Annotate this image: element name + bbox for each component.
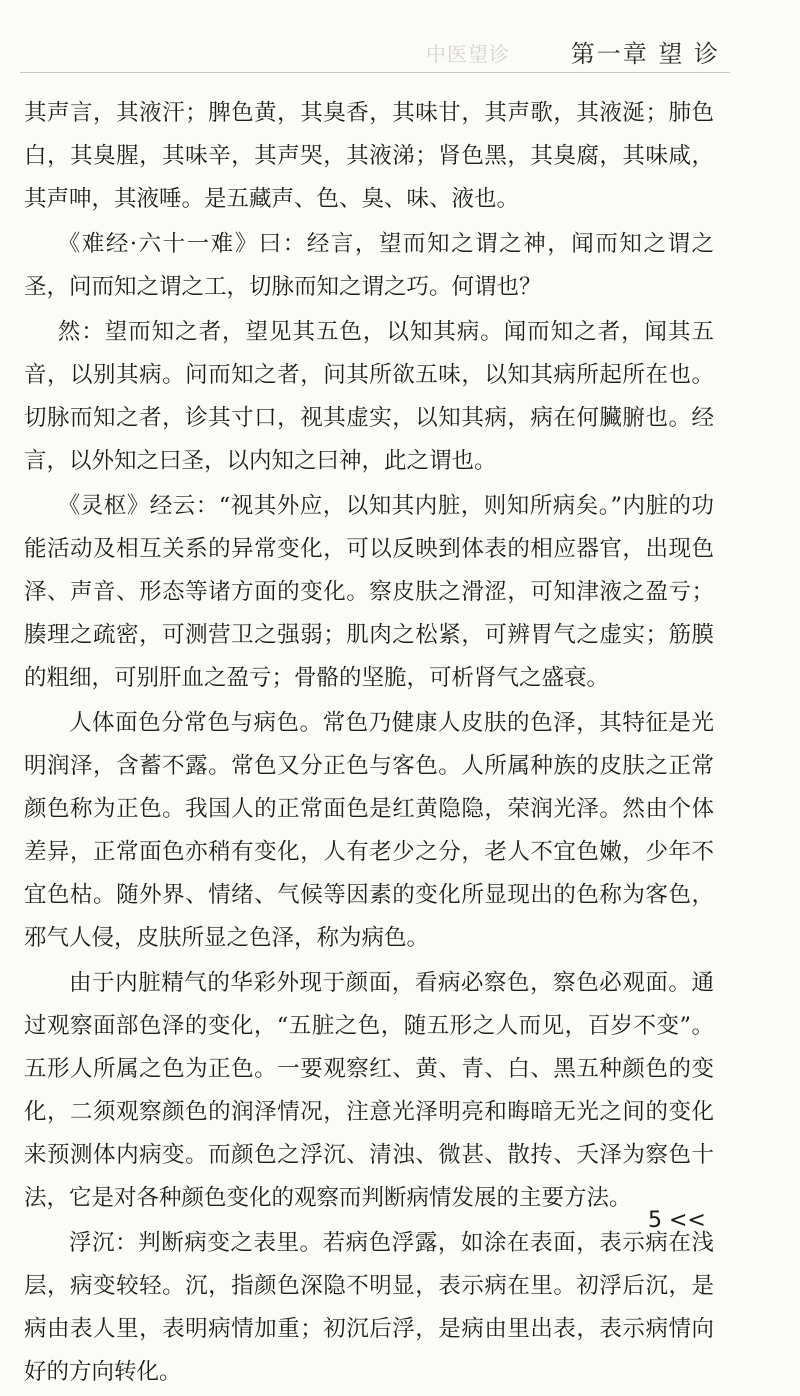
paragraph-nanjing-quote: 《难经·六十一难》曰：经言，望而知之谓之神，闻而知之谓之圣，问而知之谓之工，切脉而知之谓之巧。何谓也？ — [24, 231, 714, 300]
paragraph-fu-chen: 浮沉：判断病变之表里。若病色浮露，如涂在表面，表示病在浅层，病变较轻。沉，指颜色深隐不明显，表示病在里。初浮后沉，是病由表人里，表明病情加重；初沉后浮，是病由里出表，表示病情向好的方向转化。 — [24, 1230, 714, 1385]
page-header — [0, 32, 800, 88]
header-divider — [20, 72, 730, 73]
paragraph-color-observation: 由于内脏精气的华彩外现于颜面，看病必察色，察色必观面。通过观察面部色泽的变化，“五脏之色，随五形之人而见，百岁不变”。五形人所属之色为正色。一要观察红、黄、青、白、黑五种颜色的变化，二须观察颜色的润泽情况，注意光泽明亮和晦暗无光之间的变化来预测体内病变。而颜色之浮沉、清浊、微甚、散抟、夭泽为察色十法，它是对各种颜色变化的观察而判断病情发展的主要方法。 — [24, 970, 714, 1211]
body-text — [24, 92, 714, 1396]
paragraph-nanjing-answer: 然：望而知之者，望见其五色，以知其病。闻而知之者，闻其五音，以别其病。问而知之者，问其所欲五味，以知其病所起所在也。切脉而知之者，诊其寸口，视其虚实，以知其病，病在何臟腑也。经言，以外知之曰圣，以内知之曰神，此之谓也。 — [24, 319, 714, 474]
paragraph-face-color: 人体面色分常色与病色。常色乃健康人皮肤的色泽，其特征是光明润泽，含蓄不露。常色又分正色与客色。人所属种族的皮肤之正常颜色称为正色。我国人的正常面色是红黄隐隐，荣润光泽。然由个体差异，正常面色亦稍有变化，人有老少之分，老人不宜色嫩，少年不宜色枯。随外界、情绪、气候等因素的变化所显现出的色称为客色，邪气人侵，皮肤所显之色泽，称为病色。 — [24, 710, 714, 951]
chapter-title: 第一章 望 诊 — [570, 40, 720, 68]
page-number: 5 << — [648, 1208, 706, 1233]
series-title-faded: 中医望诊 — [426, 42, 510, 66]
paragraph-lingshu-quote: 《灵枢》经云：“视其外应，以知其内脏，则知所病矣。”内脏的功能活动及相互关系的异常变化，可以反映到体表的相应器官，出现色泽、声音、形态等诸方面的变化。察皮肤之滑涩，可知津液之盈亏；腠理之疏密，可测营卫之强弱；肌肉之松紧，可辨胃气之虚实；筋膜的粗细，可别肝血之盈亏；骨骼的坚脆，可析肾气之盛衰。 — [24, 493, 714, 691]
paragraph-five-zang: 其声言，其液汗；脾色黄，其臭香，其味甘，其声歌，其液涎；肺色白，其臭腥，其味辛，其声哭，其液涕；肾色黑，其臭腐，其味咸，其声呻，其液唾。是五藏声、色、臭、味、液也。 — [24, 100, 714, 212]
